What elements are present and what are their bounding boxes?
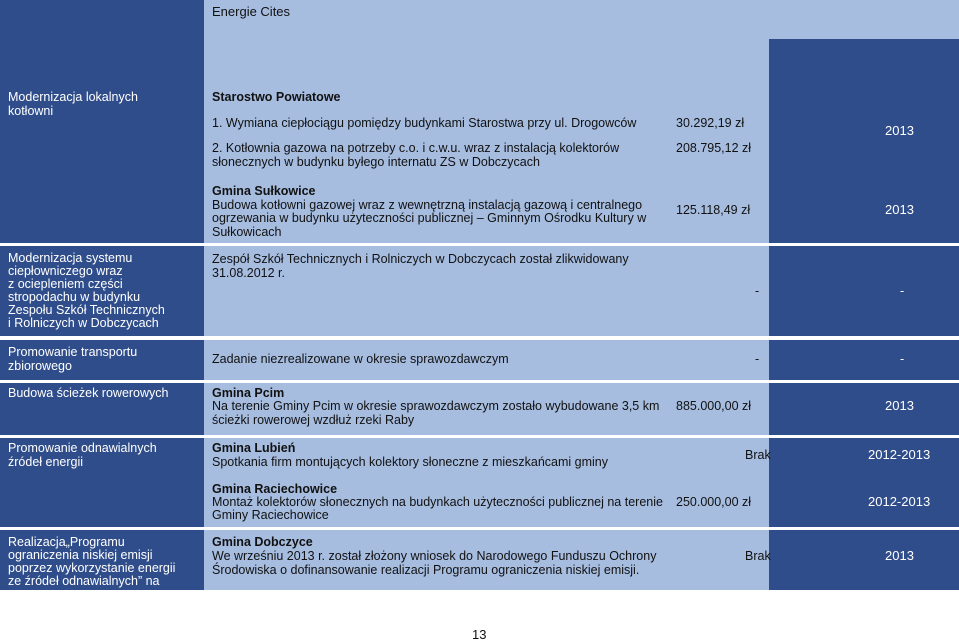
item-line: Zespół Szkół Technicznych i Rolniczych w Dobczycach został zlikwidowany	[212, 252, 629, 266]
year: 2012-2013	[868, 494, 931, 509]
amount: -	[755, 284, 760, 298]
category-label: stropodachu w budynku	[8, 290, 141, 304]
category-label: kotłowni	[8, 104, 54, 118]
category-label: ciepłowniczego wraz	[8, 264, 123, 278]
spacer-right	[769, 39, 959, 85]
category-label: Modernizacja lokalnych	[8, 90, 138, 104]
item-line: ogrzewania w budynku użyteczności publicznej – Gminnym Ośrodku Kultury w	[212, 211, 647, 225]
category-label: Budowa ścieżek rowerowych	[8, 386, 169, 400]
org-name: Gmina Dobczyce	[212, 535, 313, 549]
year: 2013	[885, 202, 914, 217]
org-name: Gmina Lubień	[212, 441, 296, 455]
year: 2013	[885, 548, 914, 563]
amount: 30.292,19 zł	[676, 116, 745, 130]
year-cell-4	[769, 340, 959, 380]
year-cell-1	[769, 85, 959, 243]
amount-cell-1	[669, 85, 769, 243]
category-label: Zespołu Szkół Technicznych	[8, 303, 165, 317]
category-label: Realizacja„Programu	[8, 535, 125, 549]
amount: 208.795,12 zł	[676, 141, 752, 155]
year-cell-8	[769, 530, 959, 590]
item-line: 1. Wymiana ciepłociągu pomiędzy budynkami Starostwa przy ul. Drogowców	[212, 116, 637, 130]
category-label: Promowanie odnawialnych	[8, 441, 157, 455]
org-name: Gmina Sułkowice	[212, 184, 316, 198]
category-label: i Rolniczych w Dobczycach	[8, 316, 159, 330]
page-number: 13	[472, 627, 487, 642]
category-label: źródeł energii	[8, 455, 84, 469]
spacer-left	[0, 39, 204, 85]
category-label: ze źródeł odnawialnych” na	[8, 574, 160, 588]
year-cell-5	[769, 383, 959, 435]
year: -	[900, 284, 905, 298]
year: 2013	[885, 123, 914, 138]
category-label: Promowanie transportu	[8, 345, 138, 359]
item-line: Gminy Raciechowice	[212, 508, 329, 522]
amount: 885.000,00 zł	[676, 399, 752, 413]
category-label: zbiorowego	[8, 359, 72, 373]
item-line: Spotkania firm montujących kolektory słoneczne z mieszkańcami gminy	[212, 455, 608, 469]
year-cell-7	[769, 479, 959, 527]
year-cell-3	[769, 246, 959, 336]
header-left-cell	[0, 0, 204, 39]
item-line: Montaż kolektorów słonecznych na budynkach użyteczności publicznej na terenie	[212, 495, 663, 509]
item-line: Na terenie Gminy Pcim w okresie sprawozdawczym zostało wybudowane 3,5 km	[212, 399, 660, 413]
category-label: poprzez wykorzystanie energii	[8, 561, 176, 575]
year: 2012-2013	[868, 447, 931, 462]
amount: Brak	[745, 448, 771, 462]
item-line: 2. Kotłownia gazowa na potrzeby c.o. i c.w.u. wraz z instalacją kolektorów	[212, 141, 620, 155]
year: -	[900, 352, 905, 366]
item-line: Sułkowicach	[212, 225, 282, 239]
item-line: słonecznych w budynku byłego internatu ZS w Dobczycach	[212, 155, 540, 169]
year-cell-6	[769, 438, 959, 479]
category-label: z ociepleniem części	[8, 277, 123, 291]
item-line: We wrześniu 2013 r. został złożony wniosek do Narodowego Funduszu Ochrony	[212, 549, 657, 563]
category-cell-7	[0, 479, 204, 527]
item-line: Zadanie niezrealizowane w okresie sprawozdawczym	[212, 352, 509, 366]
amount: 125.118,49 zł	[676, 203, 751, 217]
category-label: ograniczenia niskiej emisji	[8, 548, 153, 562]
amount-cell-4	[669, 340, 769, 380]
item-line: Budowa kotłowni gazowej wraz z wewnętrzną instalacją gazową i centralnego	[212, 198, 643, 212]
org-name: Gmina Raciechowice	[212, 482, 338, 496]
item-line: ścieżki rowerowej wzdłuż rzeki Raby	[212, 413, 415, 427]
year: 2013	[885, 398, 914, 413]
category-label: Modernizacja systemu	[8, 251, 133, 265]
header-title: Energie Cites	[212, 4, 291, 19]
amount: 250.000,00 zł	[676, 495, 752, 509]
org-name: Gmina Pcim	[212, 386, 285, 400]
amount: -	[755, 352, 760, 366]
amount: Brak	[745, 549, 771, 563]
item-line: 31.08.2012 r.	[212, 266, 285, 280]
amount-cell-3	[669, 246, 769, 336]
org-name: Starostwo Powiatowe	[212, 90, 341, 104]
item-line: Środowiska o dofinansowanie realizacji Programu ograniczenia niskiej emisji.	[212, 563, 640, 577]
